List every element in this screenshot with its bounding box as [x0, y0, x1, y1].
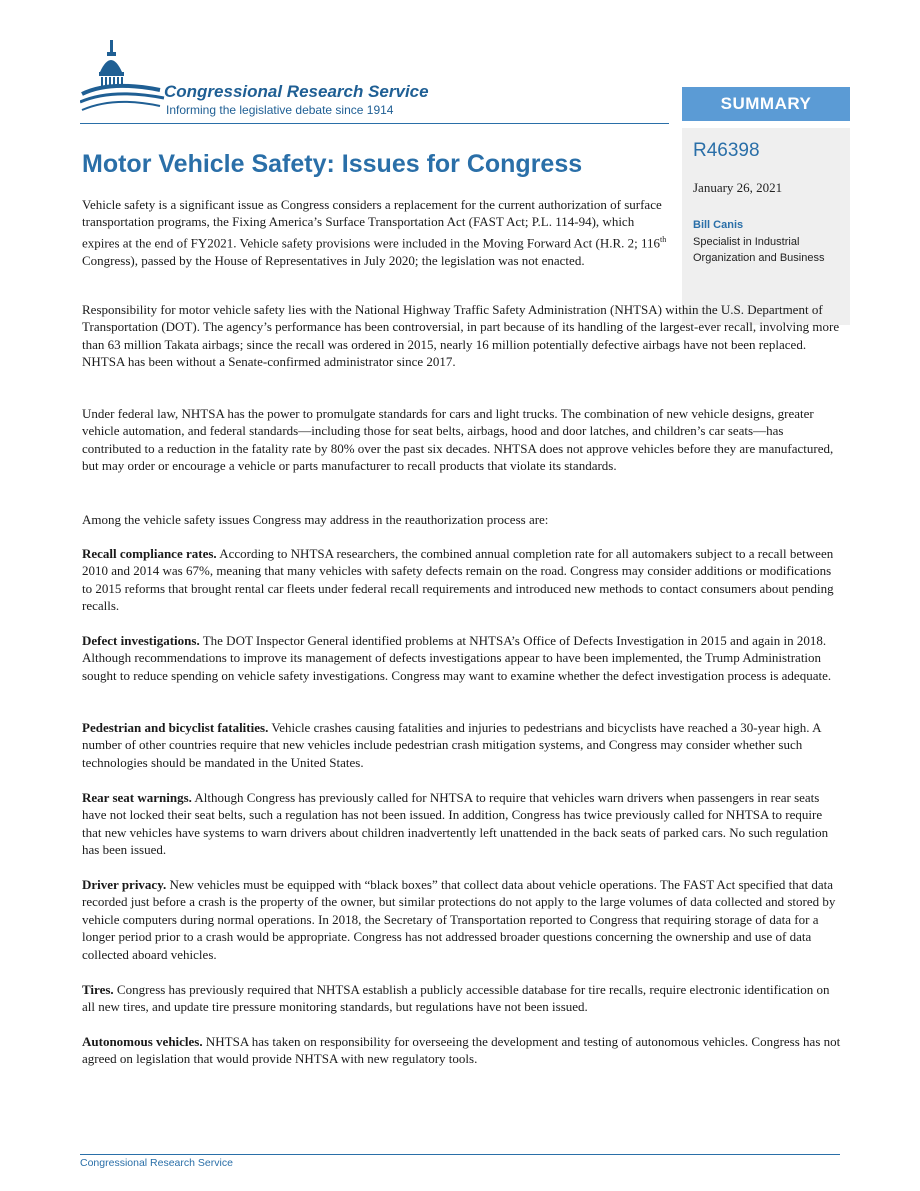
- footer-org-name: Congressional Research Service: [80, 1157, 233, 1169]
- issue-text: New vehicles must be equipped with “black boxes” that collect data about vehicle operations. The FAST Act specified that data recorded just before a crash is the property of the owner, but similar protections do not apply to the large volumes of data collected and stored by vehicle computers during normal operations. In 2018, the Secretary of Transportation reported to Congress that requiring storage of data for a longer period prior to a crash would be appropriate. Congress has not addressed broader questions concerning the ownership and use of data collected aboard vehicles.: [82, 877, 836, 962]
- intro-paragraph-3: Under federal law, NHTSA has the power to promulgate standards for cars and light trucks. The combination of new vehicle designs, greater vehicle automation, and federal standards—including those for seat belts, airbags, hood and door latches, and children’s car seats—has contributed to a reduction in the fatality rate by 80% over the past six decades. NHTSA does not approve vehicles before they are manufactured, but may order or encourage a vehicle or parts manufacturer to recall products that violate its standards.: [82, 406, 834, 474]
- header-divider: [80, 123, 669, 124]
- org-name: Congressional Research Service: [164, 82, 429, 101]
- issue-pedestrian-fatalities: [82, 719, 842, 771]
- issue-text: The DOT Inspector General identified problems at NHTSA’s Office of Defects Investigation in 2015 and again in 2018. Although recommendations to improve its management of defects investigations appear to have been implemented, the Trump Administration sought to reduce spending on vehicle safety investigations. Congress may want to examine whether the defect investigation process is adequate.: [82, 633, 832, 683]
- report-number: R46398: [693, 140, 760, 161]
- issue-lead: Defect investigations.: [82, 633, 200, 648]
- issue-driver-privacy: [82, 876, 842, 963]
- issue-tires: [82, 981, 842, 1016]
- issue-text: Although Congress has previously called for NHTSA to require that vehicles warn drivers when passengers in rear seats have not locked their seat belts, such a regulation has not been issued. In addition, Congress has twice previously called for NHTSA to require that new vehicles have systems to warn drivers about children inadvertently left unattended in the back seats of parked cars. No such regulation has been issued.: [82, 790, 829, 858]
- issue-text: Vehicle crashes causing fatalities and injuries to pedestrians and bicyclists have reached a 30-year high. A number of other countries require that new vehicles include pedestrian crash mitigation systems, and Congress may consider whether such technologies should be mandated in the United States.: [82, 720, 821, 770]
- issue-text: NHTSA has taken on responsibility for overseeing the development and testing of autonomous vehicles. Congress has not agreed on legislation that would provide NHTSA with new regulatory tools.: [82, 1034, 841, 1067]
- footer-divider: [80, 1154, 840, 1155]
- issue-lead: Tires.: [82, 982, 114, 997]
- intro-superscript: th: [660, 234, 667, 244]
- intro-paragraph-1: [82, 196, 672, 269]
- report-date: January 26, 2021: [693, 180, 783, 195]
- issue-lead: Pedestrian and bicyclist fatalities.: [82, 720, 269, 735]
- issue-lead: Recall compliance rates.: [82, 546, 217, 561]
- intro-text-b: Congress), passed by the House of Representatives in July 2020; the legislation was not enacted.: [82, 252, 585, 268]
- author-name: Bill Canis: [693, 219, 744, 231]
- intro-text-a: Vehicle safety is a significant issue as Congress considers a replacement for the current authorization of surface transportation programs, the Fixing America’s Surface Transportation Act (FAST Act; P.L. 114-94), which expires at the end of FY2021. Vehicle safety provisions were included in the Moving Forward Act (H.R. 2; 116: [82, 197, 662, 251]
- intro-paragraph-2: Responsibility for motor vehicle safety lies with the National Highway Traffic Safety Administration (NHTSA) within the U.S. Department of Transportation (DOT). The agency’s performance has been controversial, in part because of its handling of the largest-ever recall, involving more than 63 million Takata airbags; since the recall was ordered in 2015, nearly 16 million potentially defective airbags have not been replaced. NHTSA has been without a Senate-confirmed administrator since 2017.: [82, 302, 840, 370]
- author-title: Specialist in Industrial Organization and Business: [693, 236, 825, 264]
- capitol-dome-icon: [80, 34, 170, 124]
- issue-lead: Driver privacy.: [82, 877, 167, 892]
- org-tagline: Informing the legislative debate since 1914: [166, 103, 394, 117]
- issue-recall-compliance: [82, 545, 842, 615]
- summary-sidebar: [682, 128, 850, 325]
- issue-lead: Rear seat warnings.: [82, 790, 192, 805]
- page-title: Motor Vehicle Safety: Issues for Congress: [82, 150, 583, 178]
- intro-paragraph-4: Among the vehicle safety issues Congress may address in the reauthorization process are:: [82, 512, 549, 527]
- issue-autonomous-vehicles: [82, 1033, 842, 1068]
- issue-rear-seat-warnings: [82, 789, 842, 859]
- issue-lead: Autonomous vehicles.: [82, 1034, 203, 1049]
- issue-text: According to NHTSA researchers, the combined annual completion rate for all automakers subject to a recall between 2010 and 2014 was 67%, meaning that many vehicles with safety defects remain on the road. Congress may consider additions or modifications to 2015 reforms that brought rental car fleets under federal recall requirements and introduced new methods to contact consumers about pending recalls.: [82, 546, 834, 614]
- issue-text: Congress has previously required that NHTSA establish a publicly accessible database for tire recalls, require electronic identification on all new tires, and update tire pressure monitoring standards, but regulations have not been issued.: [82, 982, 830, 1015]
- issue-defect-investigations: [82, 632, 842, 684]
- summary-tab: SUMMARY: [682, 87, 850, 121]
